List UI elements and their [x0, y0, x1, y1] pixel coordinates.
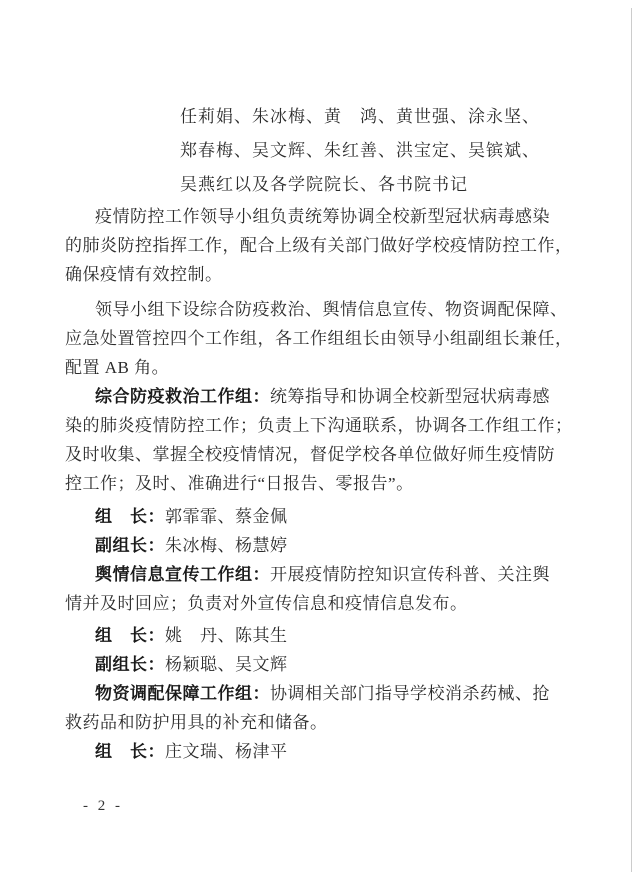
group-title-label: 舆情信息宣传工作组： — [95, 565, 270, 584]
body-text: 配置 AB 角。 — [65, 358, 170, 377]
group-title-label: 物资调配保障工作组： — [95, 684, 270, 703]
body-text: 疫情防控工作领导小组负责统筹协调全校新型冠状病毒感染 — [95, 207, 550, 226]
body-text: 情并及时回应；负责对外宣传信息和疫情信息发布。 — [65, 594, 468, 613]
body-line — [65, 295, 567, 324]
body-text: 控工作；及时、准确进行“日报告、零报告”。 — [65, 474, 414, 493]
body-line — [65, 202, 567, 231]
body-line — [65, 324, 573, 353]
role-label: 副组长： — [95, 536, 165, 555]
body-line — [65, 440, 567, 469]
document-body — [65, 100, 573, 766]
page-number: - 2 - — [83, 798, 123, 814]
role-label: 组 长： — [95, 742, 165, 761]
role-line — [65, 621, 567, 650]
body-line — [65, 469, 567, 498]
body-text: 应急处置管控四个工作组，各工作组组长由领导小组副组长兼任， — [65, 329, 573, 348]
role-line — [65, 650, 567, 679]
role-line — [65, 737, 567, 766]
body-line — [65, 260, 567, 289]
role-label: 副组长： — [95, 655, 165, 674]
body-text: 的肺炎防控指挥工作，配合上级有关部门做好学校疫情防控工作， — [65, 236, 573, 255]
role-names: 庄文瑞、杨津平 — [165, 742, 288, 761]
body-text: 救药品和防护用具的补充和储备。 — [65, 713, 328, 732]
body-text: 染的肺炎疫情防控工作；负责上下沟通联系，协调各工作组工作； — [65, 416, 573, 435]
group-title-line — [65, 382, 567, 411]
member-names-line — [65, 100, 567, 134]
role-names: 郭霏霏、蔡金佩 — [165, 507, 288, 526]
role-line — [65, 531, 567, 560]
role-label: 组 长： — [95, 507, 165, 526]
role-label: 组 长： — [95, 626, 165, 645]
body-line — [65, 589, 567, 618]
member-names-line — [65, 134, 567, 168]
member-names-text: 吴燕红以及各学院院长、各书院书记 — [180, 175, 468, 194]
body-line — [65, 353, 567, 382]
role-names: 朱冰梅、杨慧婷 — [165, 536, 288, 555]
body-line — [65, 411, 573, 440]
role-names: 杨颖聪、吴文辉 — [165, 655, 288, 674]
group-title-line — [65, 560, 567, 589]
body-text: 开展疫情防控知识宣传科普、关注舆 — [270, 565, 550, 584]
body-line — [65, 708, 567, 737]
member-names-text: 任莉娟、朱冰梅、黄 鸿、黄世强、涂永坚、 — [180, 107, 540, 126]
member-names-text: 郑春梅、吴文辉、朱红善、洪宝定、吴镔斌、 — [180, 141, 540, 160]
body-text: 领导小组下设综合防疫救治、舆情信息宣传、物资调配保障、 — [95, 300, 568, 319]
group-title-label: 综合防疫救治工作组： — [95, 387, 270, 406]
role-line — [65, 502, 567, 531]
body-text: 统筹指导和协调全校新型冠状病毒感 — [270, 387, 550, 406]
body-text: 及时收集、掌握全校疫情情况，督促学校各单位做好师生疫情防 — [65, 445, 555, 464]
body-text: 确保疫情有效控制。 — [65, 265, 223, 284]
body-text: 协调相关部门指导学校消杀药械、抢 — [270, 684, 550, 703]
group-title-line — [65, 679, 567, 708]
body-line — [65, 231, 573, 260]
role-names: 姚 丹、陈其生 — [165, 626, 288, 645]
member-names-line — [65, 168, 567, 202]
page-edge-line — [631, 8, 632, 872]
